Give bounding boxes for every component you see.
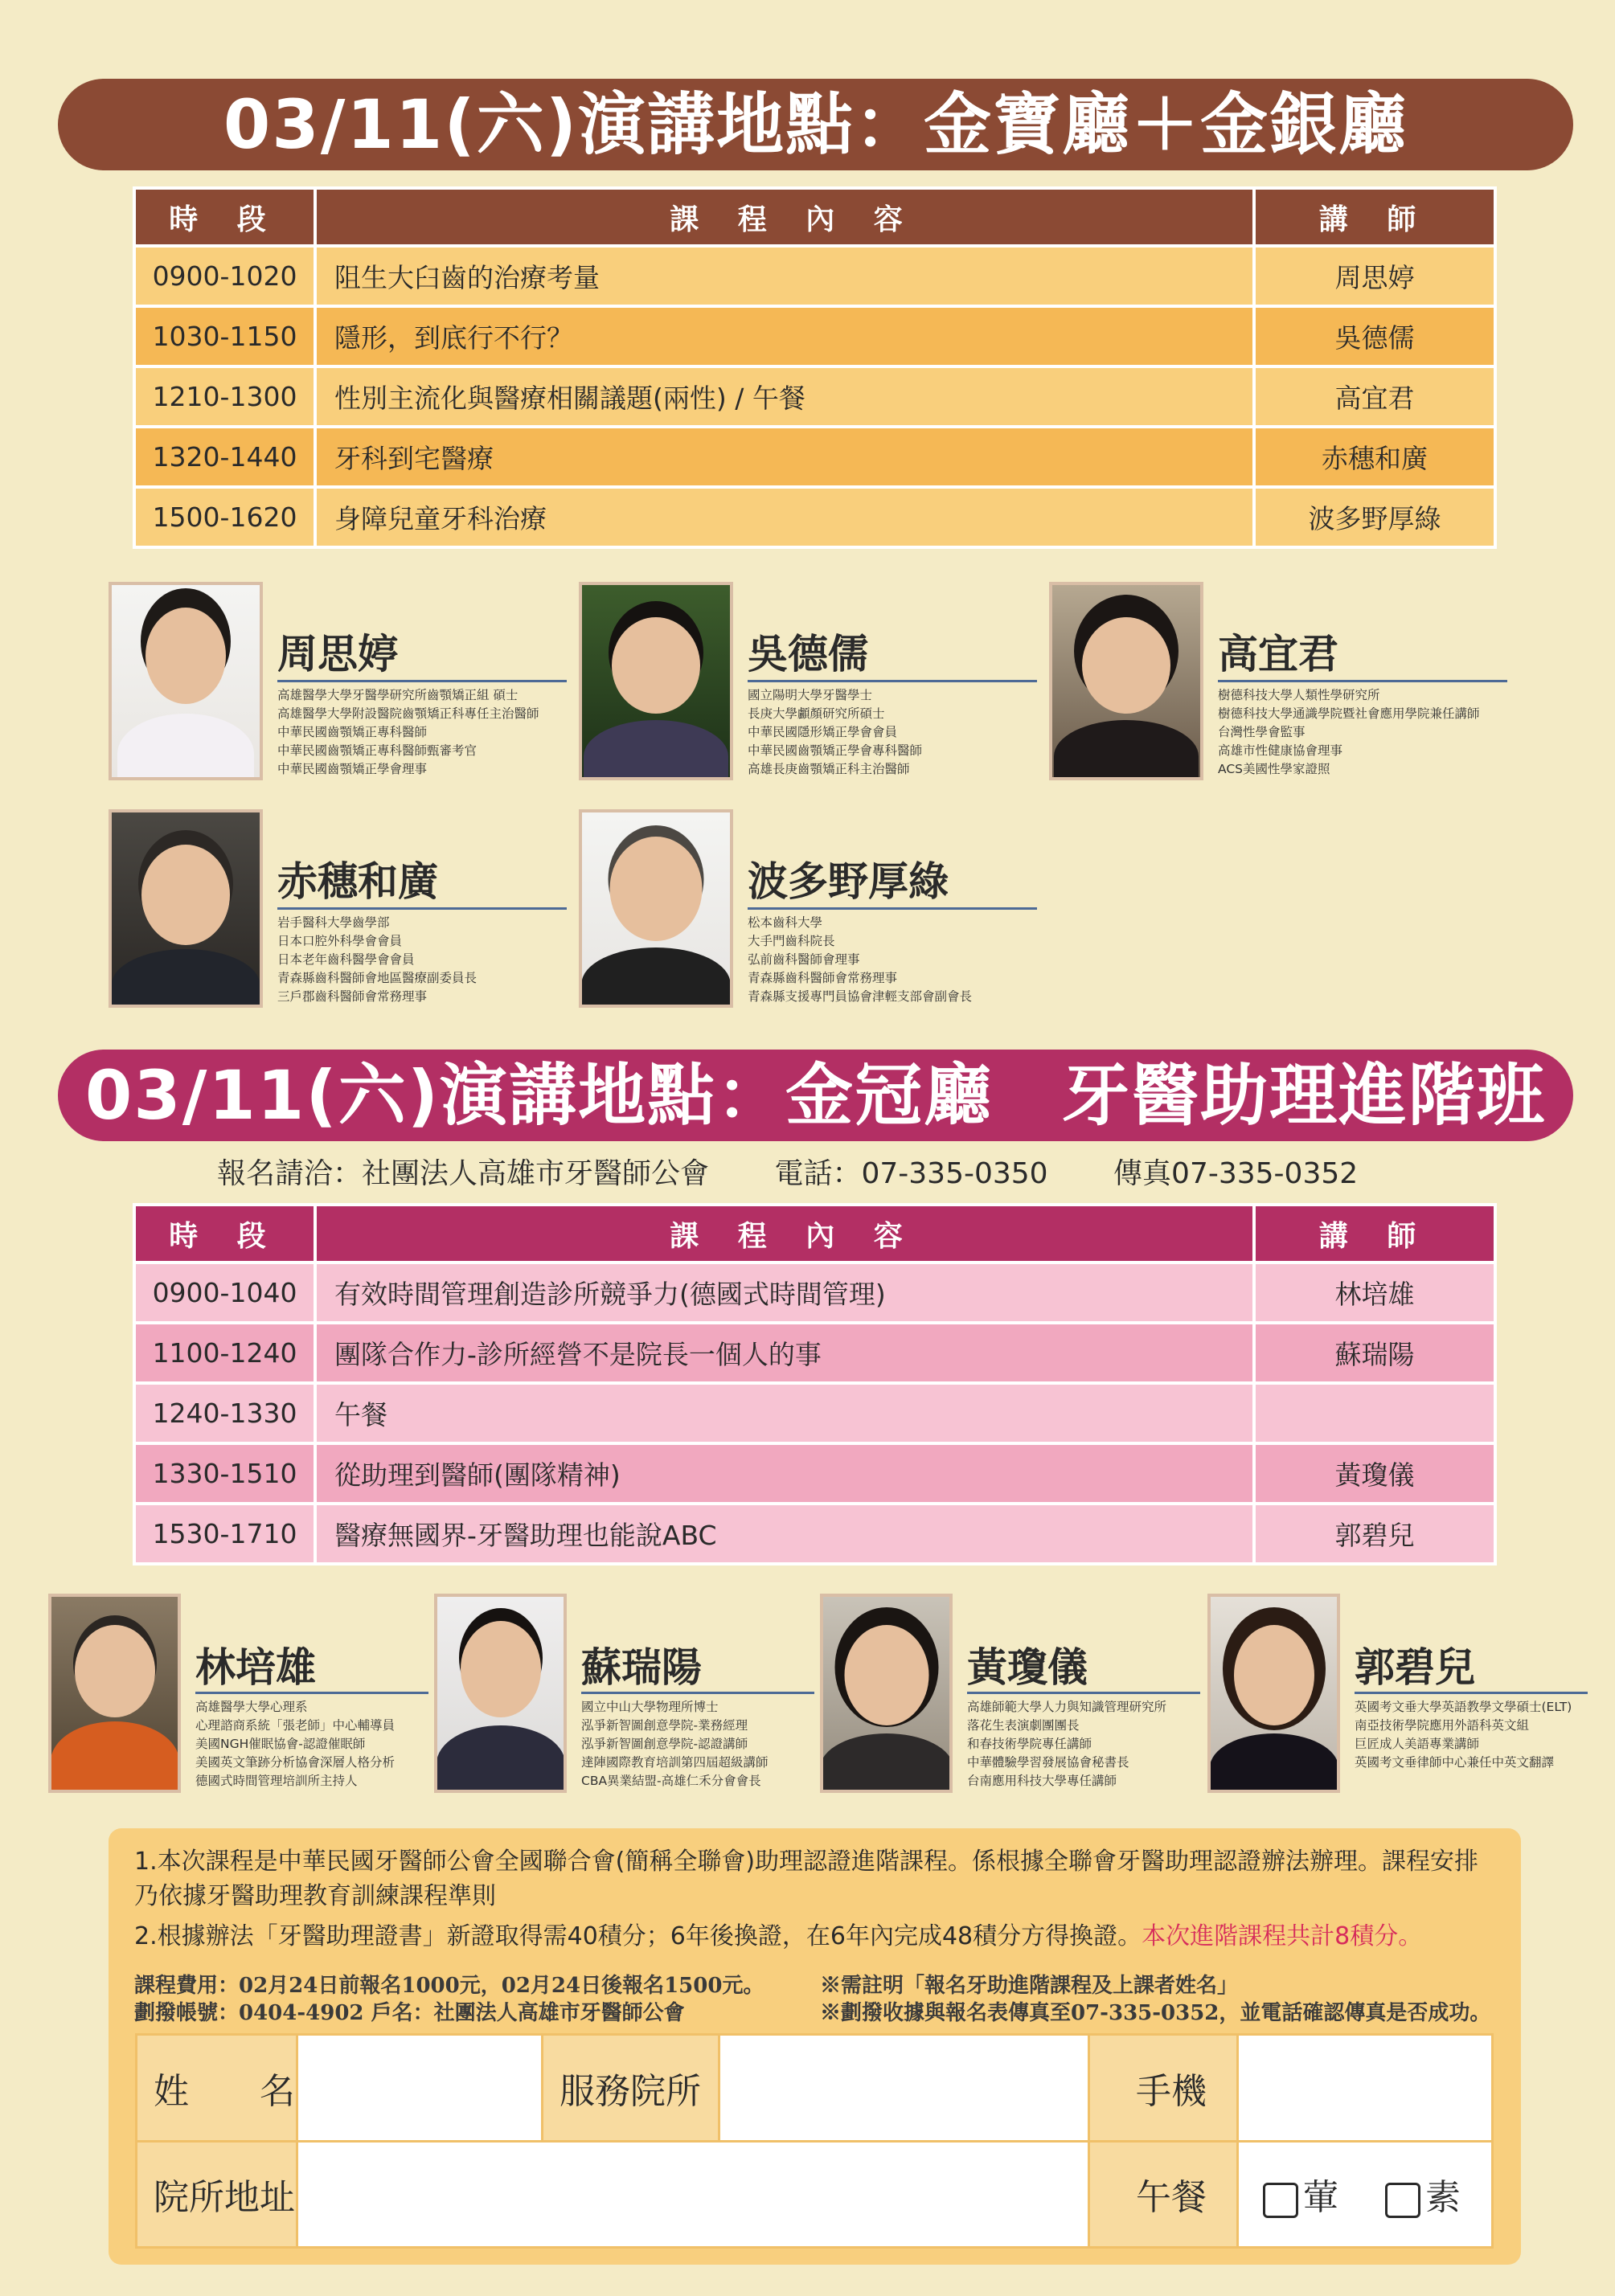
meat-checkbox[interactable]	[1263, 2183, 1298, 2218]
header-topic: 課 程 內 容	[315, 1205, 1254, 1263]
row-time: 1240-1330	[134, 1383, 315, 1443]
speaker-bio: 松本齒科大學 大手門齒科院長 弘前齒科醫師會理事 青森縣齒科醫師會常務理事 青森縣支援專門員協會津輕支部會副會長	[748, 915, 973, 1004]
name-divider	[1218, 680, 1507, 682]
speaker-photo	[109, 809, 263, 1008]
address-label: 院所地址	[137, 2141, 297, 2248]
note-2: 2.根據辦法「牙醫助理證書」新證取得需40積分；6年後換證，在6年內完成48積分方得換證。本次進階課程共計8積分。	[134, 1922, 1423, 1950]
registration-form	[135, 2033, 1494, 2249]
row-time: 0900-1040	[134, 1263, 315, 1323]
row-speaker: 郭碧兒	[1254, 1504, 1495, 1564]
speaker-bio: 英國考文垂大學英語教學文學碩士(ELT) 南亞技術學院應用外語科英文組 巨匠成人美語專業講師 英國考文垂律師中心兼任中英文翻譯	[1355, 1700, 1572, 1770]
speaker-photo	[1207, 1594, 1340, 1793]
row-speaker: 林培雄	[1254, 1263, 1495, 1323]
mobile-field[interactable]	[1238, 2035, 1493, 2142]
clinic-field[interactable]	[719, 2035, 1089, 2142]
table-row	[134, 427, 1495, 487]
table-row	[134, 1504, 1495, 1564]
session1-schedule-table	[133, 186, 1497, 549]
speaker-bio: 高雄師範大學人力與知識管理研究所 落花生表演劇團團長 和春技術學院專任講師 中華體驗學習發展協會秘書長 台南應用科技大學專任講師	[967, 1700, 1167, 1788]
mobile-label: 手機	[1089, 2035, 1238, 2142]
table-row	[134, 1323, 1495, 1383]
row-time: 1320-1440	[134, 427, 315, 487]
row-topic: 醫療無國界-牙醫助理也能說ABC	[315, 1504, 1254, 1564]
name-divider	[277, 680, 567, 682]
fee-info: 課程費用：02月24日前報名1000元，02月24日後報名1500元。	[134, 1974, 764, 1998]
header-speaker: 講 師	[1254, 1205, 1495, 1263]
header-time: 時 段	[134, 1205, 315, 1263]
session1-banner: 03/11(六)演講地點：金寶廳＋金銀廳	[58, 79, 1573, 170]
speaker-card	[48, 1594, 434, 1795]
remark-note: ※需註明「報名牙助進階課程及上課者姓名」	[820, 1974, 1239, 1998]
speaker-photo	[579, 582, 733, 780]
speaker-bio: 國立中山大學物理所博士 泓爭新智圖創意學院-業務經理 泓爭新智圖創意學院-認證講師 達陣國際教育培訓第四屆超級講師 CBA異業結盟-高雄仁禾分會會長	[581, 1700, 769, 1788]
speaker-card	[579, 582, 1061, 783]
row-speaker: 赤穗和廣	[1254, 427, 1495, 487]
note-1: 1.本次課程是中華民國牙醫師公會全國聯合會(簡稱全聯會)助理認證進階課程。係根據全聯會牙醫助理認證辦法辦理。課程安排乃依據牙醫助理教育訓練課程準則	[134, 1848, 1479, 1910]
row-time: 1030-1150	[134, 306, 315, 366]
speaker-photo	[1049, 582, 1203, 780]
row-topic: 隱形，到底行不行？	[315, 306, 1254, 366]
table-row	[134, 246, 1495, 306]
notes-panel	[109, 1828, 1521, 2265]
veg-label: 素	[1425, 2177, 1461, 2219]
row-speaker	[1254, 1383, 1495, 1443]
speaker-photo	[48, 1594, 181, 1793]
speaker-card	[820, 1594, 1206, 1795]
row-time: 0900-1020	[134, 246, 315, 306]
speaker-name: 波多野厚綠	[748, 857, 949, 905]
name-divider	[581, 1692, 814, 1694]
row-time: 1330-1510	[134, 1443, 315, 1504]
credit-highlight: 本次進階課程共計8積分。	[1142, 1922, 1423, 1950]
name-divider	[1355, 1692, 1588, 1694]
session2-banner: 03/11(六)演講地點：金冠廳 牙醫助理進階班	[58, 1050, 1573, 1141]
clinic-label: 服務院所	[543, 2035, 719, 2142]
row-speaker: 黃瓊儀	[1254, 1443, 1495, 1504]
speaker-card	[434, 1594, 820, 1795]
name-divider	[967, 1692, 1200, 1694]
name-divider	[748, 907, 1037, 910]
row-speaker: 周思婷	[1254, 246, 1495, 306]
row-time: 1210-1300	[134, 366, 315, 427]
table-row	[134, 306, 1495, 366]
name-field[interactable]	[297, 2035, 543, 2142]
name-label: 姓 名	[137, 2035, 297, 2142]
lunch-options	[1238, 2141, 1493, 2248]
row-topic: 有效時間管理創造診所競爭力(德國式時間管理)	[315, 1263, 1254, 1323]
speaker-name: 吳德儒	[748, 630, 868, 677]
row-topic: 從助理到醫師(團隊精神)	[315, 1443, 1254, 1504]
speaker-card	[109, 809, 591, 1010]
speaker-bio: 高雄醫學大學牙醫學研究所齒顎矯正組 碩士 高雄醫學大學附設醫院齒顎矯正科專任主治醫師 中華民國齒顎矯正專科醫師 中華民國齒顎矯正專科醫師甄審考官 中華民國齒顎矯正學會理事	[277, 688, 539, 776]
name-divider	[748, 680, 1037, 682]
table-header-row	[134, 1205, 1495, 1263]
row-speaker: 蘇瑞陽	[1254, 1323, 1495, 1383]
speaker-photo	[579, 809, 733, 1008]
header-speaker: 講 師	[1254, 188, 1495, 246]
address-field[interactable]	[297, 2141, 1089, 2248]
name-divider	[195, 1692, 428, 1694]
row-topic: 性別主流化與醫療相關議題(兩性) / 午餐	[315, 366, 1254, 427]
row-time: 1530-1710	[134, 1504, 315, 1564]
speaker-name: 黃瓊儀	[967, 1643, 1088, 1691]
speaker-bio: 高雄醫學大學心理系 心理諮商系統「張老師」中心輔導員 美國NGH催眠協會-認證催眠師 美國英文筆跡分析協會深層人格分析 德國式時間管理培訓所主持人	[195, 1700, 396, 1788]
speaker-photo	[109, 582, 263, 780]
phone-number: 電話：07-335-0350	[774, 1157, 1048, 1190]
veg-checkbox[interactable]	[1385, 2183, 1420, 2218]
table-row	[134, 366, 1495, 427]
fax-note: ※劃撥收據與報名表傳真至07-335-0352，並電話確認傳真是否成功。	[820, 2001, 1491, 2025]
row-topic: 團隊合作力-診所經營不是院長一個人的事	[315, 1323, 1254, 1383]
register-contact: 報名請洽：社團法人高雄市牙醫師公會	[217, 1157, 710, 1190]
speaker-name: 周思婷	[277, 630, 398, 677]
row-topic: 牙科到宅醫療	[315, 427, 1254, 487]
speaker-name: 郭碧兒	[1355, 1643, 1475, 1691]
name-divider	[277, 907, 567, 910]
table-row	[134, 1383, 1495, 1443]
row-topic: 身障兒童牙科治療	[315, 487, 1254, 547]
speaker-name: 蘇瑞陽	[581, 1643, 702, 1691]
meat-label: 葷	[1303, 2177, 1338, 2219]
table-row	[134, 487, 1495, 547]
fax-number: 傳真07-335-0352	[1113, 1157, 1359, 1190]
speaker-name: 林培雄	[195, 1643, 316, 1691]
speaker-photo	[434, 1594, 567, 1793]
speaker-card	[1207, 1594, 1601, 1795]
speaker-name: 赤穗和廣	[277, 857, 438, 905]
row-speaker: 高宜君	[1254, 366, 1495, 427]
account-info: 劃撥帳號：0404-4902 戶名：社團法人高雄市牙醫師公會	[134, 2001, 685, 2025]
lunch-label: 午餐	[1089, 2141, 1238, 2248]
row-time: 1500-1620	[134, 487, 315, 547]
speaker-card	[579, 809, 1101, 1010]
speaker-bio: 樹德科技大學人類性學研究所 樹德科技大學通識學院暨社會應用學院兼任講師 台灣性學會監事 高雄市性健康協會理事 ACS美國性學家證照	[1218, 688, 1480, 776]
speaker-bio: 國立陽明大學牙醫學士 長庚大學顱顏研究所碩士 中華民國隱形矯正學會會員 中華民國齒顎矯正學會專科醫師 高雄長庚齒顎矯正科主治醫師	[748, 688, 923, 776]
row-topic: 午餐	[315, 1383, 1254, 1443]
row-speaker: 吳德儒	[1254, 306, 1495, 366]
row-speaker: 波多野厚綠	[1254, 487, 1495, 547]
table-row	[134, 1263, 1495, 1323]
speaker-card	[109, 582, 591, 783]
speaker-bio: 岩手醫科大學齒學部 日本口腔外科學會會員 日本老年齒科醫學會會員 青森縣齒科醫師會地區醫療副委員長 三戶郡齒科醫師會常務理事	[277, 915, 478, 1004]
contact-info	[217, 1151, 1414, 1192]
header-topic: 課 程 內 容	[315, 188, 1254, 246]
row-topic: 阻生大臼齒的治療考量	[315, 246, 1254, 306]
header-time: 時 段	[134, 188, 315, 246]
row-time: 1100-1240	[134, 1323, 315, 1383]
speaker-card	[1049, 582, 1572, 783]
speaker-name: 高宜君	[1218, 630, 1338, 677]
table-row	[134, 1443, 1495, 1504]
session2-schedule-table	[133, 1203, 1497, 1565]
speaker-photo	[820, 1594, 953, 1793]
table-header-row	[134, 188, 1495, 246]
